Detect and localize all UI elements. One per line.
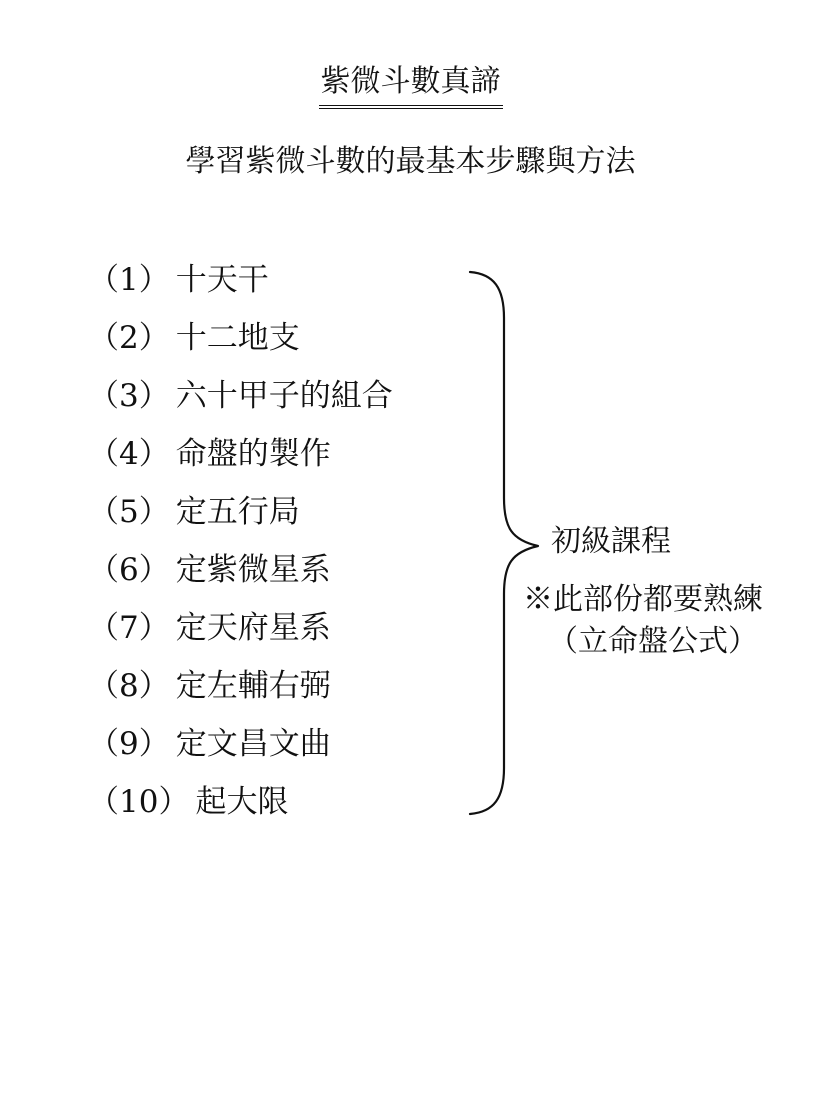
step-label: 十二地支 bbox=[175, 320, 300, 356]
step-label: 定紫微星系 bbox=[175, 552, 331, 588]
steps-list bbox=[88, 255, 393, 835]
step-label: 定文昌文曲 bbox=[175, 726, 331, 762]
step-number: （1） bbox=[88, 262, 170, 298]
step-item bbox=[88, 545, 393, 603]
step-label: 定天府星系 bbox=[175, 610, 331, 646]
right-curly-brace-icon bbox=[460, 266, 550, 818]
step-item bbox=[88, 371, 393, 429]
document-subtitle: 學習紫微斗數的最基本步驟與方法 bbox=[185, 144, 636, 179]
step-label: 定五行局 bbox=[175, 494, 300, 530]
step-label: 十天干 bbox=[175, 262, 269, 298]
step-number: （6） bbox=[88, 552, 170, 588]
step-item bbox=[88, 429, 393, 487]
step-item bbox=[88, 719, 393, 777]
step-label: 定左輔右弼 bbox=[175, 668, 331, 704]
step-label: 起大限 bbox=[195, 784, 289, 820]
step-item bbox=[88, 777, 393, 835]
step-number: （5） bbox=[88, 494, 170, 530]
step-item bbox=[88, 603, 393, 661]
step-number: （4） bbox=[88, 436, 170, 472]
course-level-label: 初級課程 bbox=[551, 524, 671, 559]
step-item bbox=[88, 255, 393, 313]
step-item bbox=[88, 313, 393, 371]
step-item bbox=[88, 661, 393, 719]
step-number: （2） bbox=[88, 320, 170, 356]
title-text: 紫微斗數真諦 bbox=[319, 62, 503, 109]
step-number: （7） bbox=[88, 610, 170, 646]
practice-note: ※此部份都要熟練 bbox=[523, 582, 763, 617]
step-label: 命盤的製作 bbox=[175, 436, 331, 472]
step-number: （10） bbox=[88, 784, 190, 820]
step-number: （8） bbox=[88, 668, 170, 704]
step-number: （3） bbox=[88, 378, 170, 414]
step-label: 六十甲子的組合 bbox=[175, 378, 393, 414]
step-number: （9） bbox=[88, 726, 170, 762]
practice-note-subtitle: （立命盤公式） bbox=[548, 624, 758, 659]
document-title bbox=[0, 62, 821, 109]
step-item bbox=[88, 487, 393, 545]
